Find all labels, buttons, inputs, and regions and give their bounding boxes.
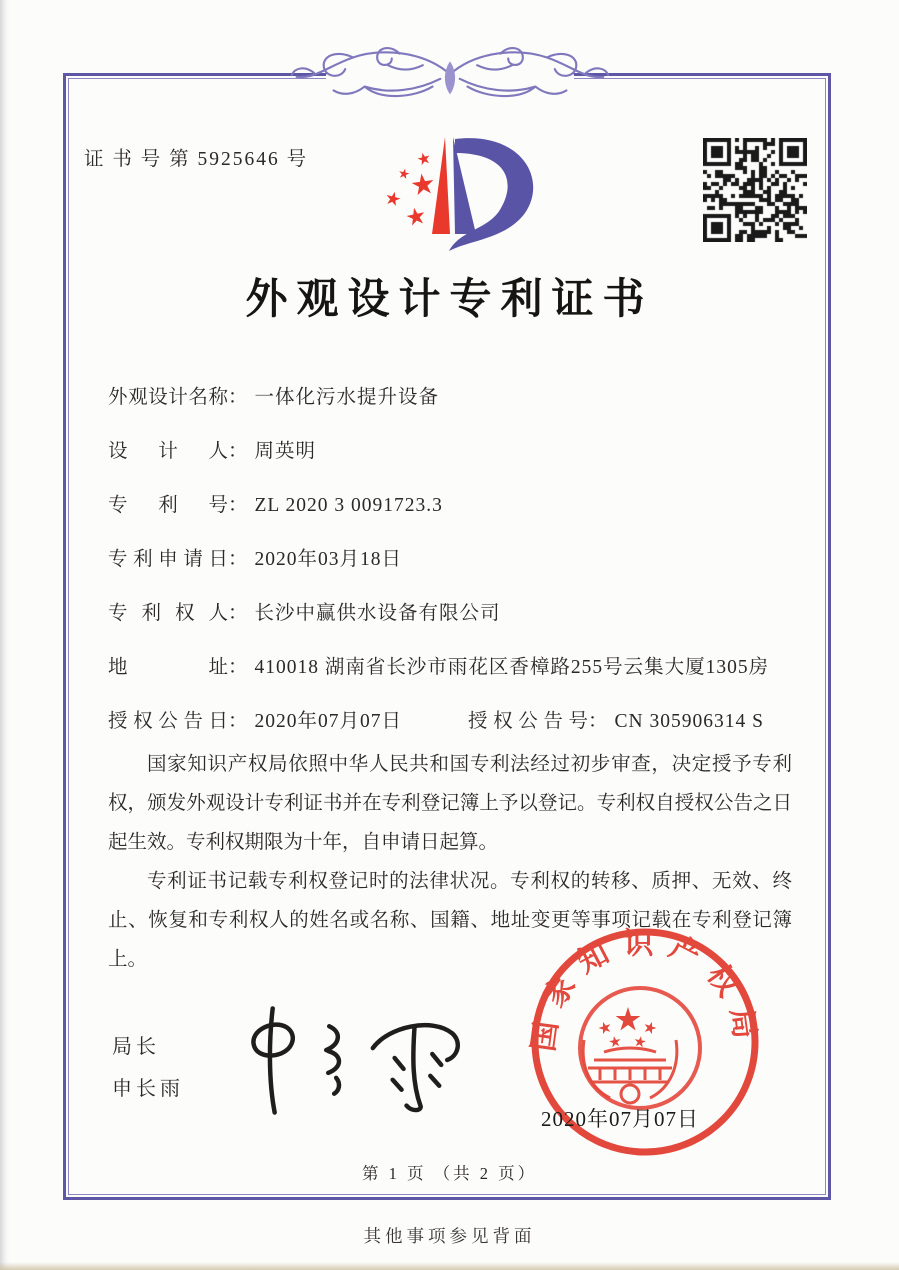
qr-code	[703, 138, 807, 242]
field-value: 长沙中赢供水设备有限公司	[254, 603, 501, 624]
field-row: 专利申请日： 2020年03月18日	[108, 545, 808, 574]
field-label: 专利权人	[108, 603, 228, 624]
field-value: ZL 2020 3 0091723.3	[254, 495, 443, 516]
field-value: 一体化污水提升设备	[254, 387, 440, 408]
seal-emblem-icon	[597, 1007, 658, 1048]
official-seal	[522, 920, 774, 1172]
grant-no-label: 授权公告号	[468, 711, 589, 732]
field-label: 地址	[108, 657, 228, 678]
grant-date-label: 授权公告日	[108, 711, 228, 732]
certificate-fields	[108, 383, 808, 761]
field-label: 外观设计名称	[108, 387, 228, 408]
legal-paragraph: 国家知识产权局依照中华人民共和国专利法经过初步审查，决定授予专利权，颁发外观设计专利证书并在专利登记簿上予以登记。专利权自授权公告之日起生效。专利权期限为十年，自申请日起算。	[108, 754, 792, 853]
seal-ring-text: 国家知识产权局	[527, 927, 763, 1054]
scan-edge-bottom	[0, 1262, 899, 1270]
scan-edge-left	[0, 0, 10, 1270]
seal-date: 2020年07月07日	[541, 1107, 699, 1131]
field-label: 专利号	[108, 495, 228, 516]
commissioner-block	[112, 1026, 184, 1110]
commissioner-signature	[238, 1000, 466, 1115]
grant-date-value: 2020年07月07日	[254, 711, 403, 732]
field-row: 外观设计名称： 一体化污水提升设备	[108, 383, 808, 412]
commissioner-name: 申长雨	[112, 1078, 184, 1100]
grant-row: 授权公告日： 2020年07月07日 授权公告号： CN 305906314 S	[108, 707, 808, 736]
grant-no-value: CN 305906314 S	[614, 711, 764, 732]
certificate-title: 外观设计专利证书	[245, 277, 654, 323]
field-row: 专利号： ZL 2020 3 0091723.3	[108, 491, 808, 520]
page-indicator: 第 1 页 （共 2 页）	[361, 1164, 538, 1183]
commissioner-title: 局长	[112, 1036, 160, 1058]
field-row: 地址： 410018 湖南省长沙市雨花区香樟路255号云集大厦1305房	[108, 653, 808, 682]
field-row: 设计人： 周英明	[108, 437, 808, 466]
back-side-note: 其他事项参见背面	[363, 1226, 536, 1246]
svg-text:国家知识产权局	[527, 927, 763, 1053]
border-flourish-icon	[285, 40, 615, 114]
legal-paragraph: 专利证书记载专利权登记时的法律状况。专利权的转移、质押、无效、终止、恢复和专利权人的姓名或名称、国籍、地址变更等事项记载在专利登记簿上。	[108, 871, 792, 970]
cnipa-logo-icon	[362, 128, 552, 263]
field-label: 专利申请日	[108, 549, 228, 570]
field-label: 设计人	[108, 441, 228, 462]
field-value: 410018 湖南省长沙市雨花区香樟路255号云集大厦1305房	[254, 657, 770, 678]
field-row: 专利权人： 长沙中赢供水设备有限公司	[108, 599, 808, 628]
field-value: 2020年03月18日	[254, 549, 403, 570]
field-value: 周英明	[254, 441, 317, 462]
certificate-number: 证 书 号 第 5925646 号	[84, 149, 309, 170]
